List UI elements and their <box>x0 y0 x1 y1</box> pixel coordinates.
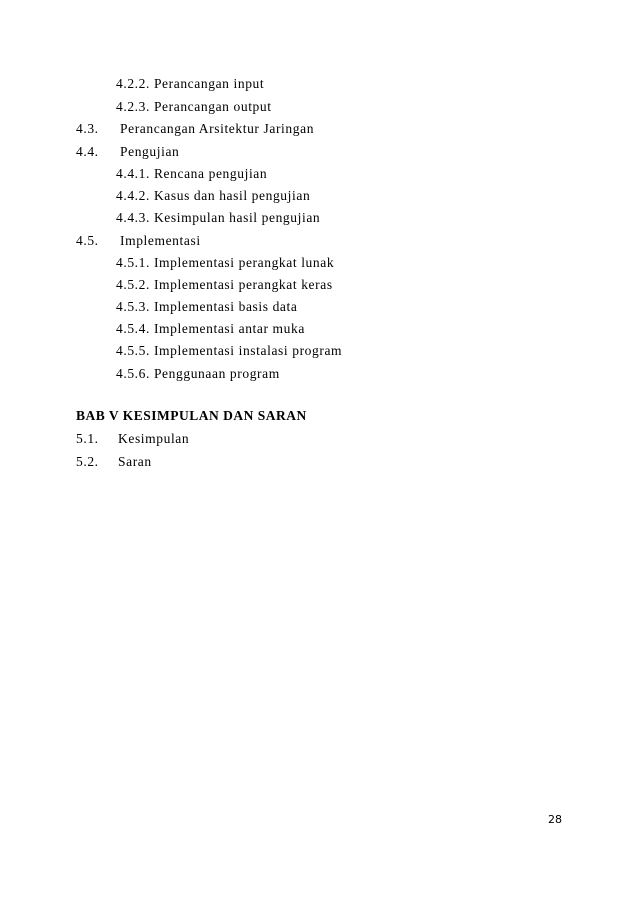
toc-entry-4-4-3: 4.4.3. Kesimpulan hasil pengujian <box>116 210 321 225</box>
toc-title: Implementasi <box>120 233 201 248</box>
toc-entry-4-4-2: 4.4.2. Kasus dan hasil pengujian <box>116 188 311 203</box>
chapter-heading-bab-5: BAB V KESIMPULAN DAN SARAN <box>76 408 307 423</box>
toc-number: 4.4. <box>76 144 99 159</box>
toc-title: Kesimpulan <box>118 431 190 446</box>
toc-entry-4-5-3: 4.5.3. Implementasi basis data <box>116 299 298 314</box>
toc-title: Perancangan Arsitektur Jaringan <box>120 121 315 136</box>
toc-entry-4-5-6: 4.5.6. Penggunaan program <box>116 366 280 381</box>
toc-number: 4.5. <box>76 233 99 248</box>
toc-number: 5.1. <box>76 431 99 446</box>
toc-title: Saran <box>118 454 152 469</box>
toc-entry-4-5-4: 4.5.4. Implementasi antar muka <box>116 321 305 336</box>
toc-entry-4-2-3: 4.2.3. Perancangan output <box>116 99 272 114</box>
toc-entry-4-4-1: 4.4.1. Rencana pengujian <box>116 166 268 181</box>
toc-entry-4-5-1: 4.5.1. Implementasi perangkat lunak <box>116 255 335 270</box>
toc-entry-4-5-5: 4.5.5. Implementasi instalasi program <box>116 343 343 358</box>
toc-number: 5.2. <box>76 454 99 469</box>
page-number: 28 <box>548 813 562 826</box>
toc-entry-4-2-2: 4.2.2. Perancangan input <box>116 76 265 91</box>
toc-title: Pengujian <box>120 144 180 159</box>
toc-number: 4.3. <box>76 121 99 136</box>
toc-entry-4-5-2: 4.5.2. Implementasi perangkat keras <box>116 277 333 292</box>
